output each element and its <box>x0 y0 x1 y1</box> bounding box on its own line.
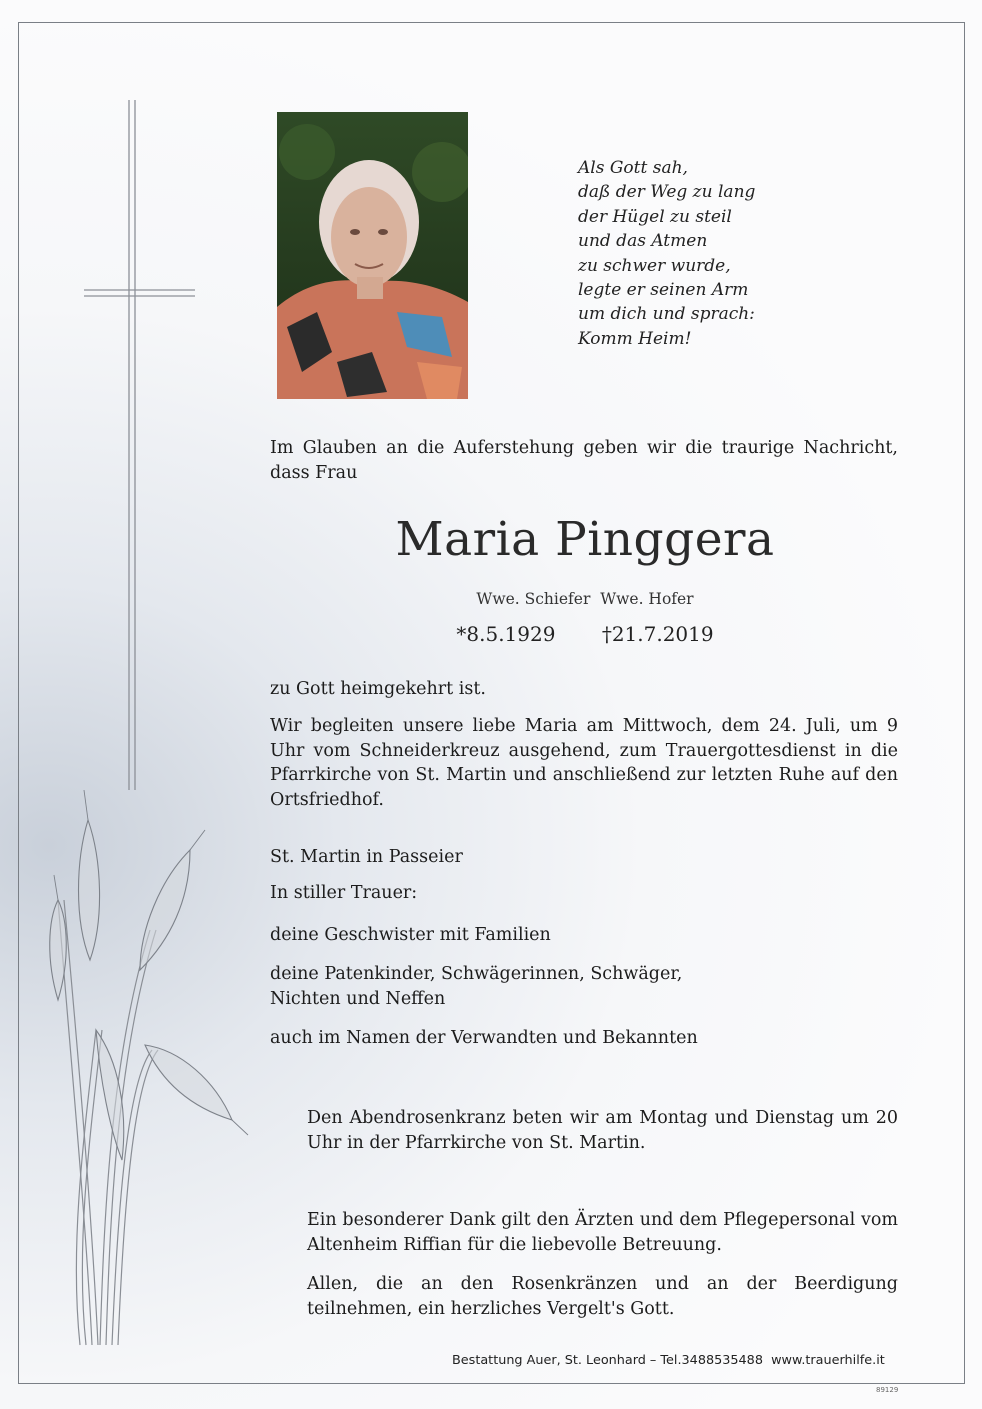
thanks-all-text: Allen, die an den Rosenkränzen und an der Beerdigung teilnehmen, ein herzliches Vergelt's Gott. <box>307 1274 898 1319</box>
thanks-care-text: Ein besonderer Dank gilt den Ärzten und dem Pflegepersonal vom Altenheim Riffian für die liebevolle Betreuung. <box>307 1210 898 1255</box>
poem-line: daß der Weg zu lang <box>578 182 756 203</box>
poem-line: Komm Heim! <box>578 328 692 349</box>
memorial-poem <box>578 156 755 351</box>
death-date: †21.7.2019 <box>601 622 714 646</box>
birth-date: *8.5.1929 <box>456 622 556 646</box>
poem-line: Als Gott sah, <box>578 158 688 178</box>
returned-home-text: zu Gott heimgekehrt ist. <box>270 679 486 699</box>
mourning-label: In stiller Trauer: <box>270 883 418 903</box>
mourner-godchildren: deine Patenkinder, Schwägerinnen, Schwäger, <box>270 964 683 984</box>
poem-line: legte er seinen Arm <box>578 280 749 301</box>
funeral-announcement: Wir begleiten unsere liebe Maria am Mittwoch, dem 24. Juli, um 9 Uhr vom Schneiderkreuz ausgehend, zum Trauergottesdienst in die Pfarrkirche von St. Martin und anschließend zur letzten Ruhe auf den Ortsfriedhof. <box>270 716 898 810</box>
poem-line: zu schwer wurde, <box>578 255 731 276</box>
mourner-siblings: deine Geschwister mit Familien <box>270 925 551 945</box>
poem-line: der Hügel zu steil <box>578 206 732 227</box>
poem-line: um dich und sprach: <box>578 304 755 325</box>
maiden-names: Wwe. Schiefer Wwe. Hofer <box>476 590 694 608</box>
funeral-home-footer: Bestattung Auer, St. Leonhard – Tel.3488535488 www.trauerhilfe.it <box>452 1353 885 1368</box>
life-dates <box>270 622 900 646</box>
place-text: St. Martin in Passeier <box>270 847 463 867</box>
mourner-relatives: auch im Namen der Verwandten und Bekannten <box>270 1028 698 1048</box>
print-code: 89129 <box>876 1386 899 1394</box>
rosary-announcement: Den Abendrosenkranz beten wir am Montag und Dienstag um 20 Uhr in der Pfarrkirche von St. Martin. <box>307 1108 898 1153</box>
mourner-nieces: Nichten und Neffen <box>270 989 446 1009</box>
poem-line: und das Atmen <box>578 231 708 252</box>
intro-text: Im Glauben an die Auferstehung geben wir die traurige Nachricht, dass Frau <box>270 438 898 483</box>
deceased-name: Maria Pinggera <box>395 512 775 567</box>
portrait-photo <box>277 112 468 399</box>
